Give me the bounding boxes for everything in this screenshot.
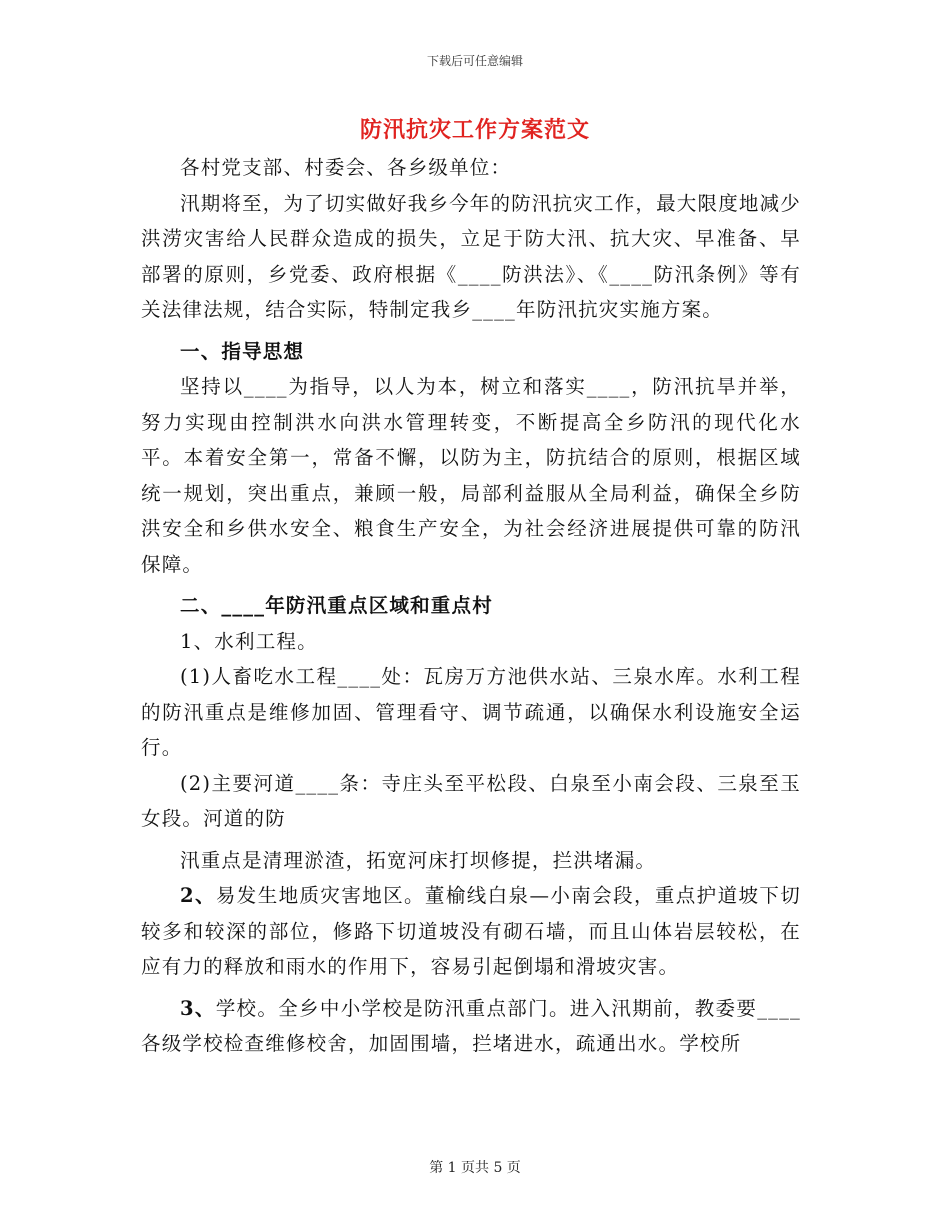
sub-item-1-2-continued: 汛重点是清理淤渣，拓宽河床打坝修提，拦洪堵漏。 — [180, 848, 657, 872]
list-item-3 — [141, 991, 801, 1062]
list-item-3-number: 3、 — [180, 996, 216, 1020]
section-heading-1: 一、指导思想 — [180, 339, 305, 363]
page-footer: 第 1 页共 5 页 — [429, 1160, 521, 1176]
document-body — [141, 150, 801, 1062]
document-title: 防汛抗灾工作方案范文 — [359, 117, 590, 143]
list-item-3-text: 学校。全乡中小学校是防汛重点部门。进入汛期前，教委要____各级学校检查维修校舍，加固围墙，拦堵进水，疏通出水。学校所 — [141, 996, 801, 1055]
intro-paragraph: 汛期将至，为了切实做好我乡今年的防汛抗灾工作，最大限度地减少洪涝灾害给人民群众造成的损失，立足于防大汛、抗大灾、早准备、早部署的原则，乡党委、政府根据《____防洪法》、《____防汛条例》等有关法律法规，结合实际，特制定我乡____年防汛抗灾实施方案。 — [141, 191, 802, 321]
list-item-2-number: 2、 — [180, 884, 216, 907]
list-item-1: 1、水利工程。 — [180, 629, 318, 653]
salutation: 各村党支部、村委会、各乡级单位： — [180, 156, 512, 179]
sub-item-1-2: (2)主要河道____条：寺庄头至平松段、白泉至小南会段、三泉至玉女段。河道的防 — [141, 771, 801, 830]
section-body-1: 坚持以____为指导，以人为本，树立和落实____，防汛抗旱并举，努力实现由控制洪水向洪水管理转变，不断提高全乡防汛的现代化水平。本着安全第一，常备不懈，以防为主，防抗结合的原则，根据区域统一规划，突出重点，兼顾一般，局部利益服从全局利益，确保全乡防洪安全和乡供水安全、粮食生产安全，为社会经济进展提供可靠的防汛保障。 — [141, 375, 801, 576]
section-heading-2: 二、____年防汛重点区域和重点村 — [180, 594, 493, 617]
page-header: 下载后可任意编辑 — [426, 54, 523, 68]
list-item-2-text: 易发生地质灾害地区。董榆线白泉—小南会段，重点护道坡下切较多和较深的部位，修路下切道坡没有砌石墙，而且山体岩层较松，在应有力的释放和雨水的作用下，容易引起倒塌和滑坡灾害。 — [141, 884, 802, 978]
sub-item-1-1: (1)人畜吃水工程____处：瓦房万方池供水站、三泉水库。水利工程的防汛重点是维修加固、管理看守、调节疏通，以确保水利设施安全运行。 — [141, 665, 801, 759]
list-item-2 — [141, 878, 801, 985]
